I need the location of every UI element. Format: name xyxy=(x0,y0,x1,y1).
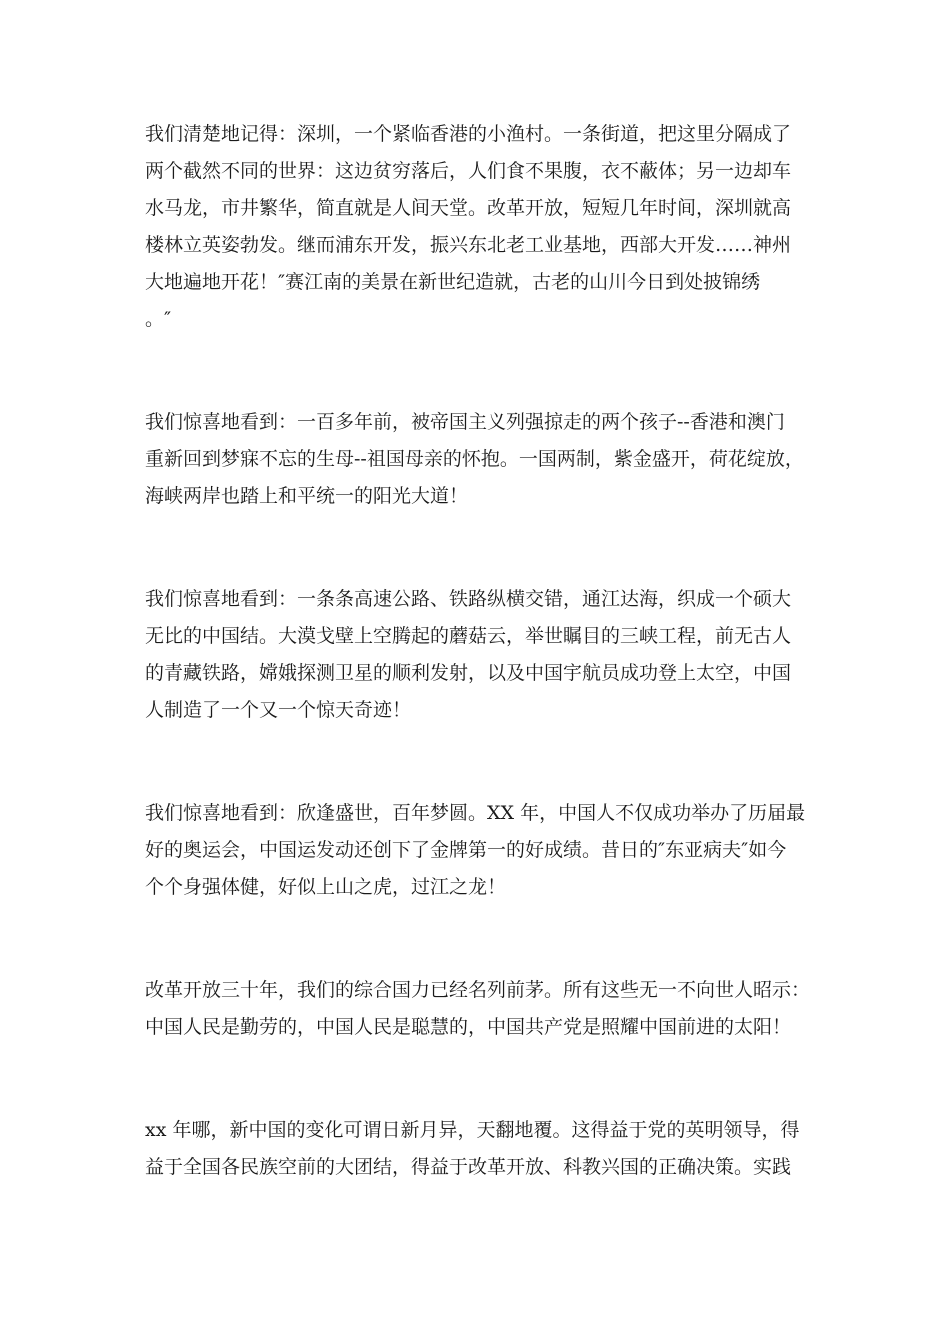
text-line: 改革开放三十年，我们的综合国力已经名列前茅。所有这些无一不向世人昭示： xyxy=(145,979,811,1001)
text-line: 重新回到梦寐不忘的生母--祖国母亲的怀抱。一国两制，紫金盛开，荷花绽放， xyxy=(145,448,804,470)
text-line: 。″ xyxy=(145,308,172,330)
text-line: 海峡两岸也踏上和平统一的阳光大道！ xyxy=(145,485,469,507)
paragraph-infrastructure xyxy=(145,581,810,729)
text-line: 人制造了一个又一个惊天奇迹！ xyxy=(145,699,412,721)
document-body xyxy=(145,116,810,1186)
text-line: 中国人民是勤劳的，中国人民是聪慧的，中国共产党是照耀中国前进的太阳！ xyxy=(145,1016,792,1038)
paragraph-gap xyxy=(145,906,810,972)
paragraph-new-china xyxy=(145,1112,810,1186)
text-line: 无比的中国结。大漠戈壁上空腾起的蘑菇云，举世瞩目的三峡工程，前无古人 xyxy=(145,625,792,647)
text-line: 的青藏铁路，嫦娥探测卫星的顺利发射，以及中国宇航员成功登上太空，中国 xyxy=(145,662,792,684)
text-line: 好的奥运会，中国运发动还创下了金牌第一的好成绩。昔日的″东亚病夫″如今 xyxy=(145,839,787,861)
text-line: xx 年哪，新中国的变化可谓日新月异，天翻地覆。这得益于党的英明领导，得 xyxy=(145,1119,800,1141)
text-line: 大地遍地开花！″赛江南的美景在新世纪造就，古老的山川今日到处披锦绣 xyxy=(145,271,761,293)
text-line: 个个身强体健，好似上山之虎，过江之龙！ xyxy=(145,876,507,898)
paragraph-hongkong-macau xyxy=(145,404,810,515)
text-line: 水马龙，市井繁华，简直就是人间天堂。改革开放，短短几年时间，深圳就高 xyxy=(145,197,792,219)
text-line: 我们清楚地记得：深圳，一个紧临香港的小渔村。一条街道，把这里分隔成了 xyxy=(145,123,792,145)
text-line: 我们惊喜地看到：一百多年前，被帝国主义列强掠走的两个孩子--香港和澳门 xyxy=(145,411,785,433)
text-line: 我们惊喜地看到：欣逢盛世，百年梦圆。XX 年，中国人不仅成功举办了历届最 xyxy=(145,802,806,824)
paragraph-gap xyxy=(145,1046,810,1112)
text-line: 两个截然不同的世界：这边贫穷落后，人们食不果腹，衣不蔽体；另一边却车 xyxy=(145,160,792,182)
text-line: 我们惊喜地看到：一条条高速公路、铁路纵横交错，通江达海，织成一个硕大 xyxy=(145,588,792,610)
paragraph-olympics xyxy=(145,795,810,906)
paragraph-gap xyxy=(145,338,810,404)
paragraph-reform xyxy=(145,972,810,1046)
paragraph-gap xyxy=(145,729,810,795)
paragraph-gap xyxy=(145,515,810,581)
text-line: 楼林立英姿勃发。继而浦东开发，振兴东北老工业基地，西部大开发……神州 xyxy=(145,234,792,256)
text-line: 益于全国各民族空前的大团结，得益于改革开放、科教兴国的正确决策。实践 xyxy=(145,1156,792,1178)
paragraph-shenzhen xyxy=(145,116,810,338)
